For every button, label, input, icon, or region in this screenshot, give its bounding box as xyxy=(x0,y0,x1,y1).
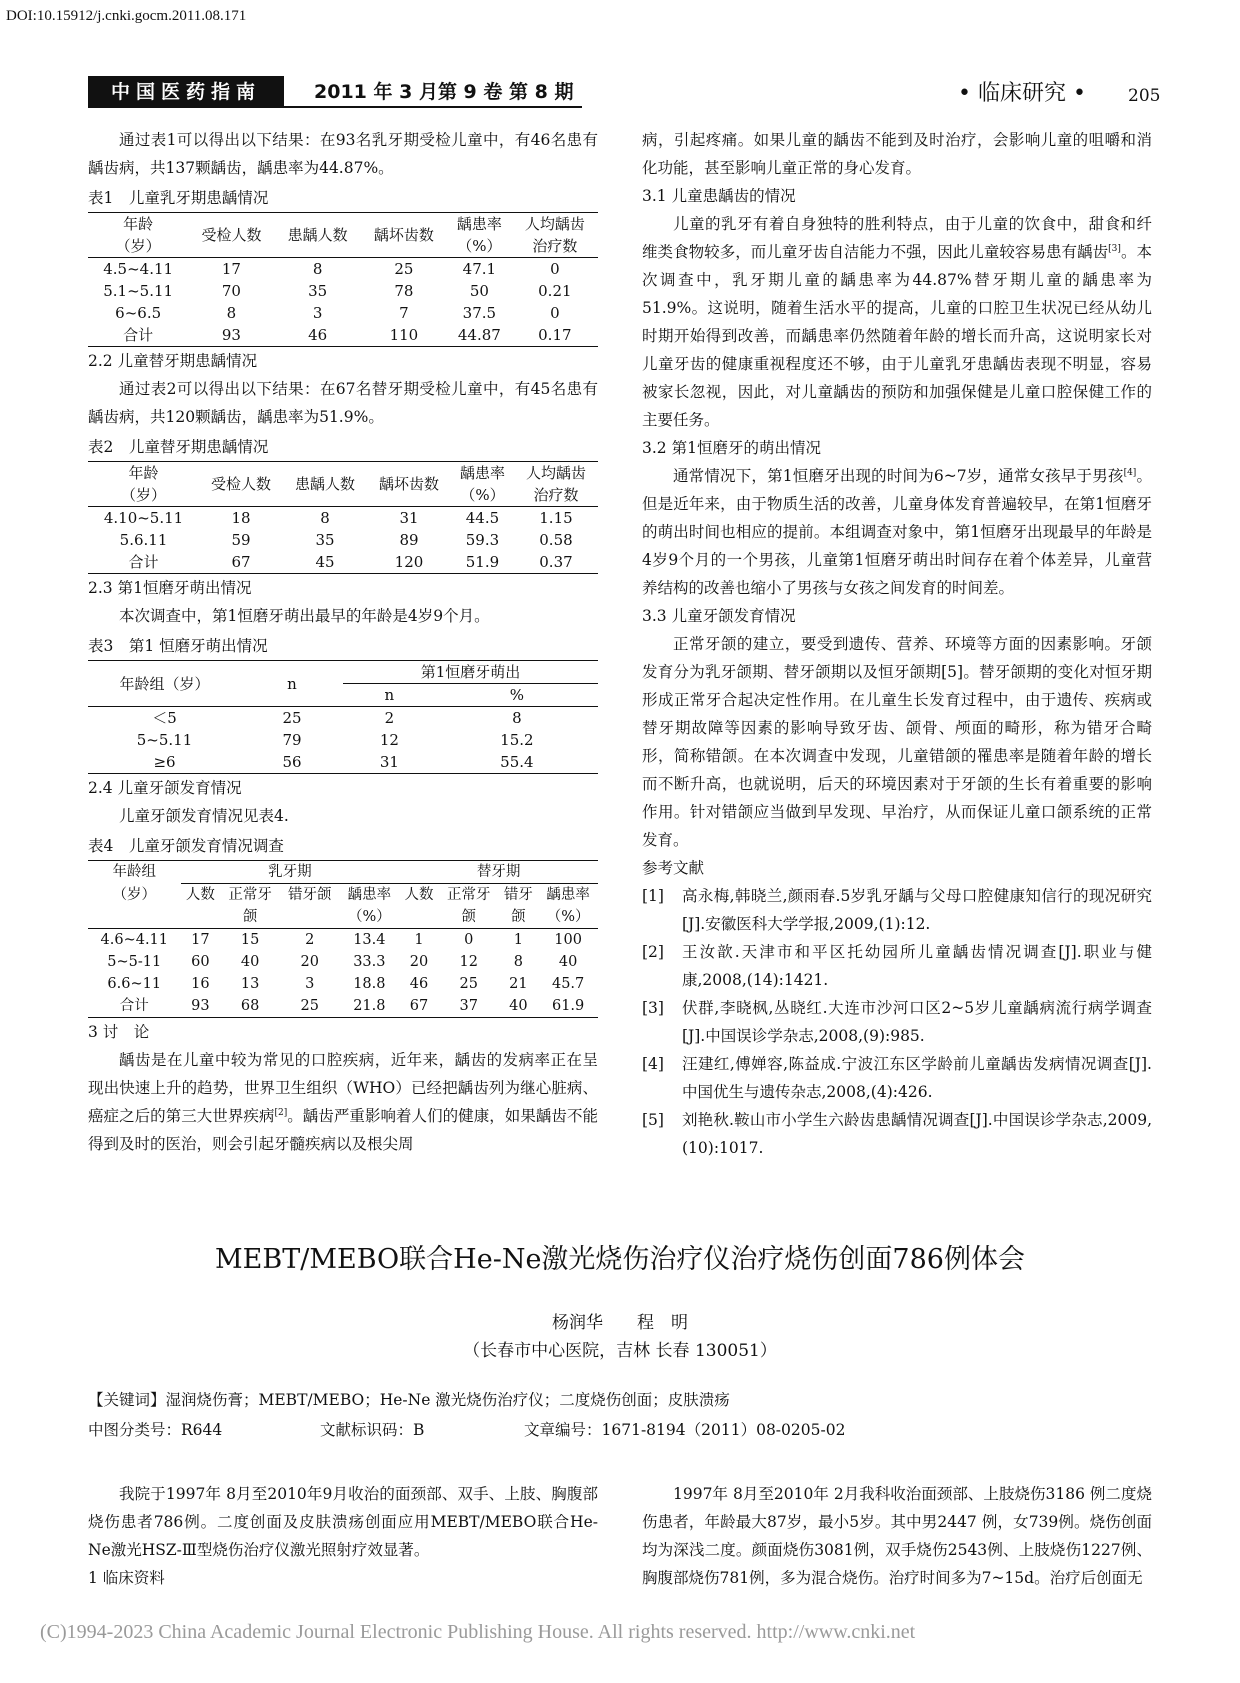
th: （%） xyxy=(460,486,505,504)
cell: 13 xyxy=(240,976,260,992)
table-row xyxy=(88,929,598,952)
paragraph: 通过表2可以得出以下结果：在67名替牙期受检儿童中，有45名患有龋齿病，共120颗龋齿，龋患率为51.9%。 xyxy=(88,380,598,426)
cell: 35 xyxy=(315,531,335,549)
cell: 1 xyxy=(414,932,424,948)
cell: 31 xyxy=(399,509,419,527)
cell: 25 xyxy=(394,260,414,278)
section-heading: 2.3 第1恒磨牙萌出情况 xyxy=(88,579,252,597)
cell: 50 xyxy=(469,282,489,300)
cell: 25 xyxy=(459,976,478,992)
th: 人均龋齿 xyxy=(524,215,585,233)
page-number: 205 xyxy=(1128,86,1161,106)
th: （岁） xyxy=(112,886,157,903)
table2 xyxy=(88,461,598,574)
cell: 0 xyxy=(550,260,560,278)
article-number: 文章编号：1671-8194（2011）08-0205-02 xyxy=(524,1421,846,1439)
table-row xyxy=(88,973,598,995)
cell: 45.7 xyxy=(551,976,585,992)
cell: 20 xyxy=(300,954,319,970)
th: n xyxy=(287,674,297,693)
clc-number: 中图分类号：R644 xyxy=(88,1421,223,1439)
th: 治疗数 xyxy=(532,237,578,255)
cell: 60 xyxy=(191,954,210,970)
cell: 0.21 xyxy=(538,282,572,300)
authors: 杨润华 程 明 xyxy=(552,1313,688,1333)
section-heading: 2.2 儿童替牙期患龋情况 xyxy=(88,352,258,370)
section-heading: 3 讨 论 xyxy=(88,1023,150,1041)
cell: 8 xyxy=(226,304,237,322)
reference-item: [5] 刘艳秋.鞍山市小学生六龄齿患龋情况调查[J].中国误诊学杂志,2009,(10):1017. xyxy=(642,1111,1152,1157)
left-column xyxy=(88,126,598,1158)
paragraph: 本次调查中，第1恒磨牙萌出最早的年龄是4岁9个月。 xyxy=(119,607,490,625)
th: 年龄 xyxy=(123,215,154,233)
copyright-footer: (C)1994-2023 China Academic Journal Electronic Publishing House. All rights reserved. http://www.cnki.net xyxy=(40,1621,916,1643)
th: 错牙 xyxy=(503,887,533,903)
table-row xyxy=(88,302,598,324)
table-row xyxy=(88,507,598,530)
section-heading: 2.4 儿童牙颌发育情况 xyxy=(88,779,242,797)
cell: 6~6.5 xyxy=(115,304,162,322)
cell: 45 xyxy=(315,553,335,571)
article-title: MEBT/MEBO联合He-Ne激光烧伤治疗仪治疗烧伤创面786例体会 xyxy=(215,1244,1025,1275)
th: 颌 xyxy=(242,909,258,925)
cell: 70 xyxy=(221,282,241,300)
th: 龋坏齿数 xyxy=(373,226,434,244)
cell: 35 xyxy=(308,282,328,300)
section-heading: 3.3 儿童牙颌发育情况 xyxy=(642,607,796,625)
reference-item: [3] 伏群,李晓枫,丛晓红.大连市沙河口区2~5岁儿童龋病流行病学调查[J].中国误诊学杂志,2008,(9):985. xyxy=(642,999,1152,1045)
cell: 61.9 xyxy=(551,998,585,1014)
th: 龋患率 xyxy=(456,215,502,233)
table1 xyxy=(88,212,598,347)
cell: 31 xyxy=(379,753,399,771)
table-row xyxy=(88,258,598,281)
section-heading: 3.1 儿童患龋齿的情况 xyxy=(642,187,796,205)
right-column xyxy=(642,126,1152,1162)
cell: 12 xyxy=(459,954,478,970)
document-code: 文献标识码：B xyxy=(320,1421,425,1439)
th: 年龄组（岁） xyxy=(119,674,210,693)
table3-caption: 表3 第1 恒磨牙萌出情况 xyxy=(88,637,268,655)
cell: 4.5~4.11 xyxy=(103,260,174,278)
cell: 4.10~5.11 xyxy=(103,509,184,527)
table-row xyxy=(88,324,598,347)
table-row xyxy=(88,951,598,973)
cell: 120 xyxy=(394,553,424,571)
reference-item: [1] 高永梅,韩晓兰,颜雨春.5岁乳牙龋与父母口腔健康知信行的现况研究[J].安徽医科大学学报,2009,(1):12. xyxy=(642,887,1152,933)
th: 患龋人数 xyxy=(287,226,348,244)
classification-line xyxy=(88,1416,1158,1444)
th: 龋患率 xyxy=(459,464,505,482)
cell: 44.87 xyxy=(457,326,501,344)
table2-caption: 表2 儿童替牙期患龋情况 xyxy=(88,438,269,456)
cell: 0.17 xyxy=(538,326,572,344)
th: 治疗数 xyxy=(533,486,579,504)
table-header-row xyxy=(88,906,598,929)
th: 年龄 xyxy=(128,464,159,482)
cell: 1.15 xyxy=(539,509,573,527)
citation: [4] xyxy=(1123,467,1137,478)
header-rule xyxy=(88,106,582,108)
cell: 18 xyxy=(231,509,251,527)
table4 xyxy=(88,860,598,1018)
paragraph: 儿童牙颌发育情况见表4. xyxy=(119,807,289,825)
cell: 25 xyxy=(282,709,302,727)
th: 正常牙 xyxy=(228,887,272,903)
cell: 93 xyxy=(221,326,241,344)
cell: 78 xyxy=(394,282,414,300)
cell: 2 xyxy=(305,932,315,948)
paragraph: 龋齿是在儿童中较为常见的口腔疾病，近年来，龋齿的发病率正在呈现出快速上升的趋势，世界卫生组织（WHO）已经把龋齿列为继心脏病、癌症之后的第三大世界疾病[2]。龋齿严重影响着人们的健康，如果龋齿不能得到及时的医治，则会引起牙髓疾病以及根尖周 xyxy=(88,1051,598,1153)
table-row xyxy=(88,551,598,574)
th: 颌 xyxy=(511,909,526,925)
cell: 5~5.11 xyxy=(136,731,193,749)
cell: 6.6~11 xyxy=(107,976,162,992)
cell: 56 xyxy=(282,753,302,771)
cell: 15 xyxy=(240,932,260,948)
citation: [3] xyxy=(1108,243,1121,254)
section-heading: 1 临床资料 xyxy=(88,1569,165,1587)
table3 xyxy=(88,660,598,774)
cell: 46 xyxy=(308,326,328,344)
th: 人均龋齿 xyxy=(525,464,586,482)
cell: 5~5-11 xyxy=(107,954,162,970)
th: 错牙颌 xyxy=(287,887,332,903)
cell: 40 xyxy=(509,998,528,1014)
cell: 46 xyxy=(409,976,429,992)
table1-caption: 表1 儿童乳牙期患龋情况 xyxy=(88,189,269,207)
th: 受检人数 xyxy=(211,475,272,493)
cell: 13.4 xyxy=(353,932,386,948)
section-label: • 临床研究 • xyxy=(958,81,1086,106)
paragraph: 通常情况下，第1恒磨牙出现的时间为6~7岁，通常女孩早于男孩[4]。但是近年来，由于物质生活的改善，儿童身体发育普遍较早，在第1恒磨牙的萌出时间也相应的提前。本组调查对象中，第1恒磨牙出现最早的年龄是4岁9个月的一个男孩，儿童第1恒磨牙萌出时间存在着个体差异，儿童营养结构的改善也缩小了男孩与女孩之间发育的时间差。 xyxy=(642,467,1152,597)
th: 龋患率 xyxy=(546,887,590,903)
cell: 17 xyxy=(191,932,210,948)
cell: 100 xyxy=(554,932,582,948)
th: 龋坏齿数 xyxy=(378,475,439,493)
cell: 20 xyxy=(409,954,429,970)
table-header-row xyxy=(88,462,598,485)
cell: 8 xyxy=(312,260,323,278)
citation: [2] xyxy=(274,1107,288,1118)
table-header-row xyxy=(88,213,598,236)
cell: 合计 xyxy=(119,998,149,1014)
cell: 67 xyxy=(231,553,251,571)
cell: 37.5 xyxy=(462,304,497,322)
references-heading: 参考文献 xyxy=(642,859,705,877)
reference-item: [2] 王汝歆.天津市和平区托幼园所儿童龋齿情况调查[J].职业与健康,2008,(14):1421. xyxy=(642,943,1152,989)
th: % xyxy=(509,686,524,704)
cell: 5.1~5.11 xyxy=(103,282,174,300)
cell: 18.8 xyxy=(353,976,386,992)
th: 颌 xyxy=(461,909,476,925)
cell: 0 xyxy=(550,304,560,322)
cell: 8 xyxy=(512,709,522,727)
cell: 0.58 xyxy=(539,531,573,549)
th: （岁） xyxy=(115,237,161,255)
cell: 110 xyxy=(389,326,419,344)
cell: ≥6 xyxy=(153,753,176,771)
journal-name: 中国医药指南 xyxy=(88,76,284,108)
paragraph: 正常牙颌的建立，要受到遗传、营养、环境等方面的因素影响。牙颌发育分为乳牙颌期、替牙颌期以及恒牙颌期[5]。替牙颌期的变化对恒牙期形成正常牙合起决定性作用。在儿童生长发育过程中，由于遗传、疾病或替牙期故障等因素的影响导致牙齿、颌骨、颅面的畸形，称为错牙合畸形，简称错颌。在本次调查中发现，儿童错颌的罹患率是随着年龄的增长而不断升高，也就说明，后天的环境因素对于牙颌的生长有着重要的影响作用。针对错颌应当做到早发现、早治疗，从而保证儿童口颌系统的正常发育。 xyxy=(642,635,1152,849)
paragraph: 1997年 8月至2010年 2月我科收治面颈部、上肢烧伤3186 例二度烧伤患者，年龄最大87岁，最小5岁。其中男2447 例，女739例。烧伤创面均为深浅二度。颜面烧伤3081例，双手烧伤2543例、上肢烧伤1227例、胸腹部烧伤781例，多为混合烧伤。治疗时间多为7~15d。治疗后创面无 xyxy=(642,1485,1152,1587)
cell: 0.37 xyxy=(539,553,573,571)
table-row xyxy=(88,729,598,751)
cell: 67 xyxy=(409,998,429,1014)
th: （%） xyxy=(457,237,502,255)
cell: 8 xyxy=(513,954,524,970)
affiliation: （长春市中心医院，吉林 长春 130051） xyxy=(463,1341,777,1361)
th: 正常牙 xyxy=(446,887,491,903)
th: 患龋人数 xyxy=(295,475,356,493)
cell: 4.6~4.11 xyxy=(100,932,169,948)
keywords: 【关键词】湿润烧伤膏；MEBT/MEBO；He-Ne 激光烧伤治疗仪；二度烧伤创面；皮肤溃疡 xyxy=(88,1391,730,1409)
cell: 93 xyxy=(191,998,210,1014)
cell: 55.4 xyxy=(500,753,534,771)
article2-left-column xyxy=(88,1480,598,1592)
cell: 37 xyxy=(459,998,478,1014)
th: 替牙期 xyxy=(399,861,598,884)
table-header-row xyxy=(88,884,598,907)
th: （%） xyxy=(546,909,590,925)
cell: 47.1 xyxy=(462,260,497,278)
section-heading: 3.2 第1恒磨牙的萌出情况 xyxy=(642,439,821,457)
cell: 合计 xyxy=(123,326,154,344)
table-row xyxy=(88,995,598,1018)
cell: 44.5 xyxy=(465,509,500,527)
th: 年龄组 xyxy=(112,864,157,881)
cell: 68 xyxy=(240,998,260,1014)
cell: 40 xyxy=(240,954,260,970)
cell: 5.6.11 xyxy=(119,531,168,549)
paragraph: 病，引起疼痛。如果儿童的龋齿不能到及时治疗，会影响儿童的咀嚼和消化功能，甚至影响儿童正常的身心发育。 xyxy=(642,131,1152,177)
paragraph: 通过表1可以得出以下结果：在93名乳牙期受检儿童中，有46名患有龋齿病，共137颗龋齿，龋患率为44.87%。 xyxy=(88,131,598,177)
cell: 合计 xyxy=(128,553,159,571)
th: 乳牙期 xyxy=(181,861,400,884)
paragraph: 儿童的乳牙有着自身独特的胜利特点，由于儿童的饮食中，甜食和纤维类食物较多，而儿童牙齿自洁能力不强，因此儿童较容易患有龋齿[3]。本次调查中，乳牙期儿童的龋患率为44.87%替牙期儿童的龋患率为51.9%。这说明，随着生活水平的提高，儿童的口腔卫生状况已经从幼儿时期开始得到改善，而龋患率仍然随着年龄的增长而升高，这说明家长对儿童牙齿的健康重视程度还不够，由于儿童乳牙患龋齿表现不明显，容易被家长忽视，因此，对儿童龋齿的预防和加强保健是儿童口腔保健工作的主要任务。 xyxy=(642,215,1152,429)
th: 人数 xyxy=(404,887,434,903)
cell: 2 xyxy=(384,709,395,727)
table-row xyxy=(88,529,598,551)
cell: 59 xyxy=(231,531,251,549)
cell: 21 xyxy=(509,976,528,992)
cell: 79 xyxy=(282,731,302,749)
cell: 3 xyxy=(305,976,315,992)
th: 第1恒磨牙萌出 xyxy=(343,661,598,684)
cell: 1 xyxy=(513,932,524,948)
cell: 7 xyxy=(399,304,409,322)
cell: 17 xyxy=(221,260,241,278)
cell: 3 xyxy=(312,304,323,322)
th: （%） xyxy=(347,909,391,925)
cell: 40 xyxy=(558,954,578,970)
th: 龋患率 xyxy=(347,887,392,903)
doi: DOI:10.15912/j.cnki.gocm.2011.08.171 xyxy=(6,8,247,24)
cell: 16 xyxy=(191,976,210,992)
table-header-row xyxy=(88,661,598,684)
cell: 33.3 xyxy=(353,954,386,970)
cell: 0 xyxy=(464,932,474,948)
table4-caption: 表4 儿童牙颌发育情况调查 xyxy=(88,837,284,855)
cell: 25 xyxy=(300,998,319,1014)
cell: 89 xyxy=(399,531,419,549)
cell: 8 xyxy=(320,509,330,527)
table-row xyxy=(88,280,598,302)
cell: 21.8 xyxy=(353,998,386,1014)
table-header-row xyxy=(88,861,598,884)
article2-right-column xyxy=(642,1480,1152,1592)
cell: 12 xyxy=(379,731,399,749)
reference-item: [4] 汪建红,傅婵容,陈益成.宁波江东区学龄前儿童龋齿发病情况调查[J].中国优生与遗传杂志,2008,(4):426. xyxy=(642,1055,1152,1101)
th: （岁） xyxy=(121,486,167,504)
cell: 15.2 xyxy=(500,731,534,749)
journal-issue: 2011 年 3 月第 9 卷 第 8 期 xyxy=(314,81,574,103)
table-row xyxy=(88,751,598,774)
th: 受检人数 xyxy=(201,226,262,244)
cell: 51.9 xyxy=(465,553,500,571)
cell: 59.3 xyxy=(465,531,500,549)
th: 人数 xyxy=(185,887,215,903)
paragraph: 我院于1997年 8月至2010年9月收治的面颈部、双手、上肢、胸腹部烧伤患者786例。二度创面及皮肤溃疡创面应用MEBT/MEBO联合He-Ne激光HSZ-Ⅲ型烧伤治疗仪激光照射疗效显著。 xyxy=(88,1485,598,1559)
cell: ＜5 xyxy=(152,709,177,727)
th: n xyxy=(384,686,395,704)
table-row xyxy=(88,707,598,730)
